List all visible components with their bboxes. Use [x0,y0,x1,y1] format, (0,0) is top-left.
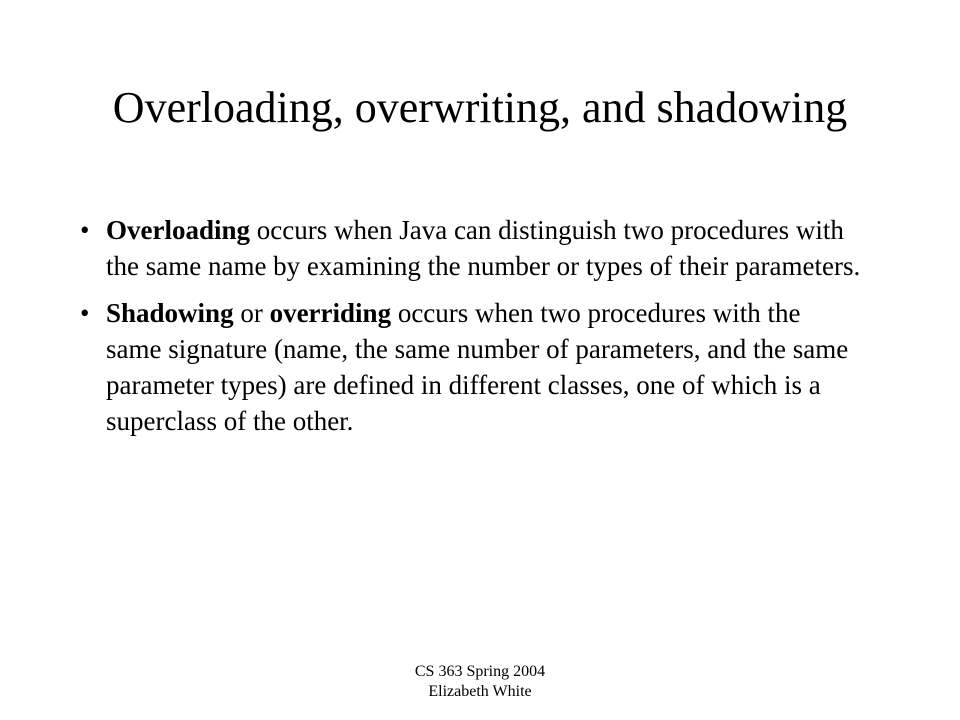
term-overriding: overriding [269,298,392,328]
bullet-text: or [233,298,270,328]
slide-title: Overloading, overwriting, and shadowing [112,83,848,132]
bullet-icon: • [80,298,90,328]
term-shadowing: Shadowing [106,298,234,328]
bullet-text: occurs when two procedures with the same signature (name, the same number of parameters, and the same parameter types) are defined in different classes, one of which is a superclass of the other. [106,298,849,436]
footer-author: Elizabeth White [428,683,532,700]
bullet-icon: • [80,215,90,245]
footer-course: CS 363 Spring 2004 [414,663,546,680]
slide-footer [0,662,960,702]
bullet-item-shadowing [72,295,862,439]
bullet-item-overloading [72,212,862,284]
term-overloading: Overloading [106,215,251,245]
bullet-text: occurs when Java can distinguish two procedures with the same name by examining the number or types of their parameters. [106,215,861,281]
bullet-list [72,212,862,450]
